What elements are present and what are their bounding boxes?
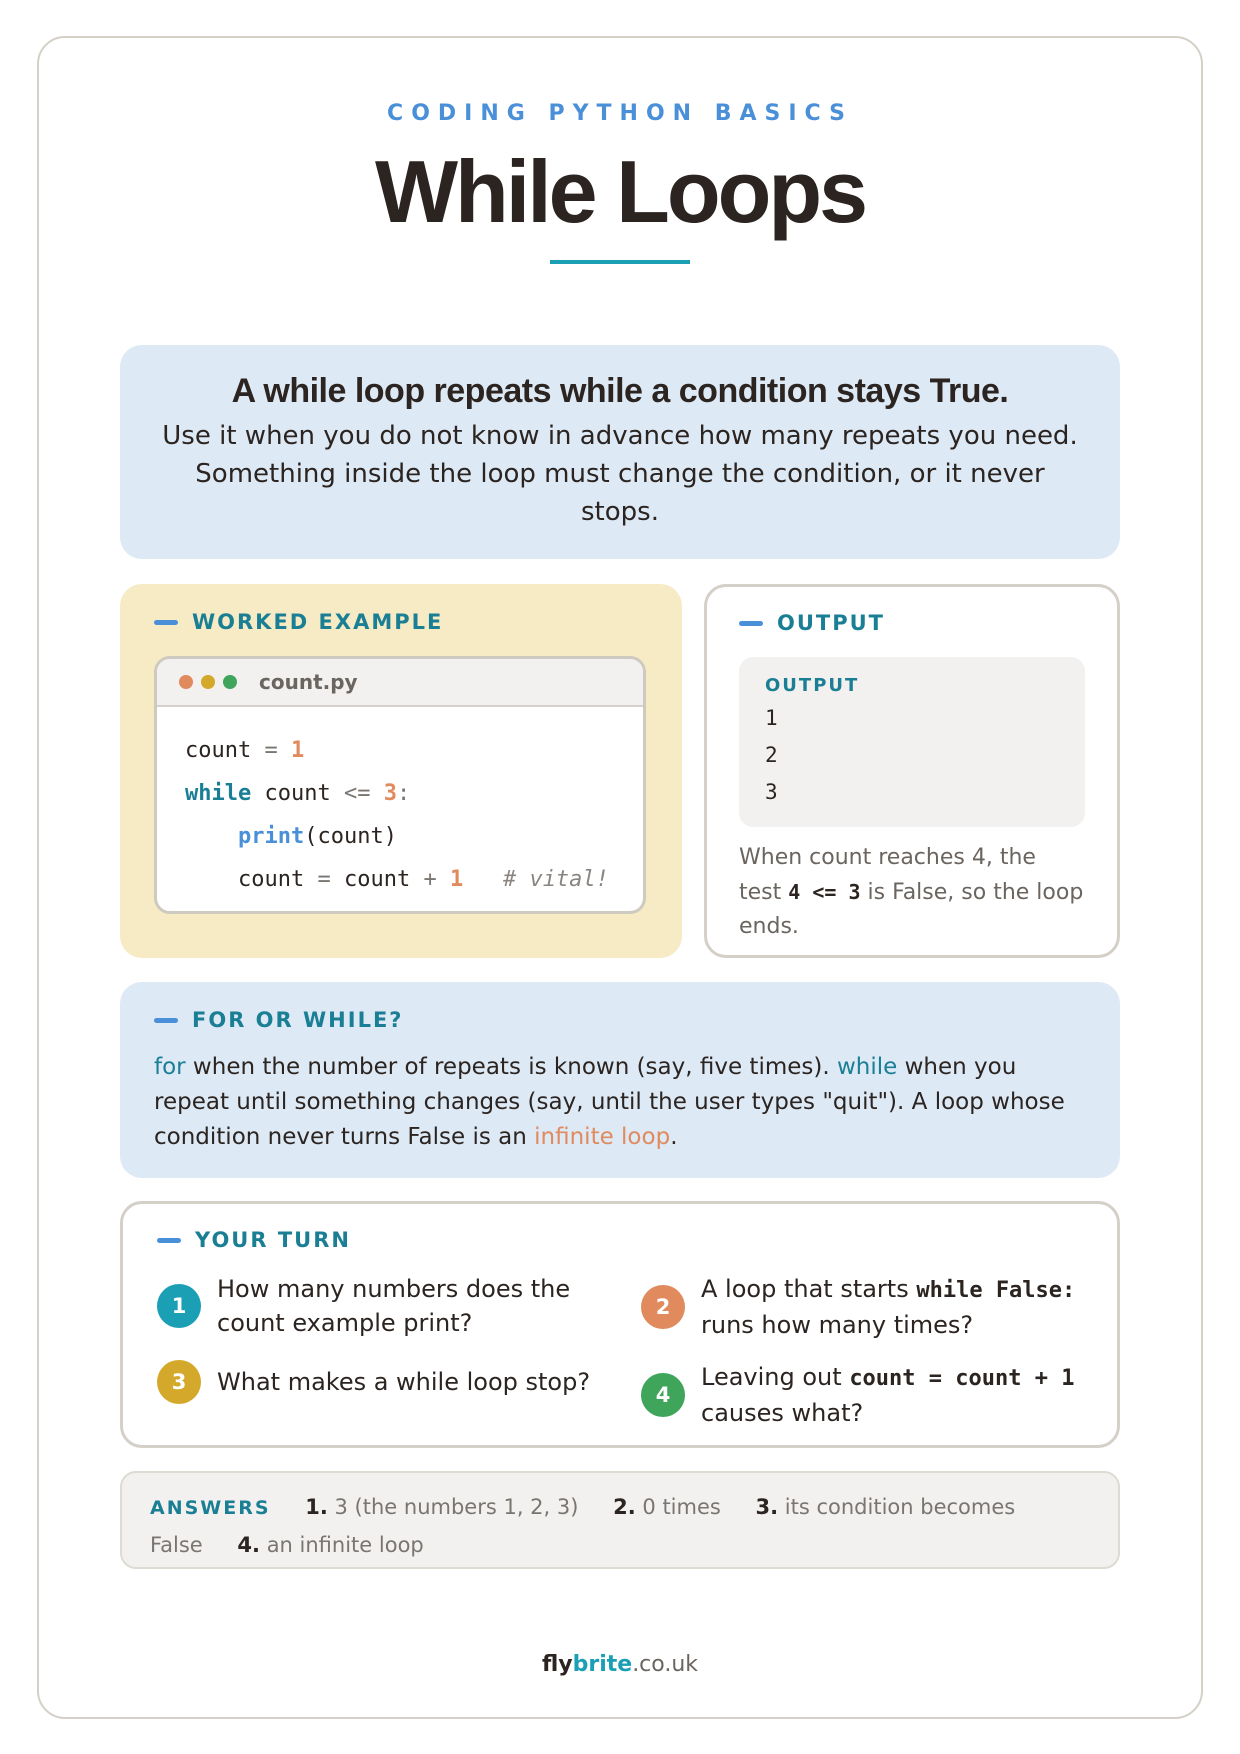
intro-panel [120, 345, 1120, 559]
question-number-badge: 2 [641, 1285, 685, 1329]
question-number-badge: 3 [157, 1360, 201, 1404]
window-dot-green-icon [223, 675, 237, 689]
question-number-badge: 4 [641, 1373, 685, 1417]
answers-panel [120, 1471, 1120, 1569]
output-console [739, 657, 1085, 827]
kicker: CODING PYTHON BASICS [387, 101, 853, 126]
output-console-label: OUTPUT [765, 675, 860, 696]
intro-heading: A while loop repeats while a condition stays True. [231, 372, 1009, 410]
section-dash [154, 1018, 178, 1023]
your-turn-panel [120, 1201, 1120, 1448]
section-dash [157, 1238, 181, 1243]
code-window-titlebar [157, 659, 643, 707]
code-line-1: count = 1 [185, 738, 305, 763]
question-item [641, 1360, 1081, 1430]
code-filename: count.py [259, 670, 358, 694]
question-text: What makes a while loop stop? [217, 1368, 591, 1396]
code-line-3: print(count) [237, 824, 397, 849]
your-turn-label: YOUR TURN [195, 1228, 351, 1252]
answer-item: 1. 3 (the numbers 1, 2, 3) [305, 1495, 579, 1519]
for-or-while-header [154, 1008, 1086, 1032]
question-text: Leaving out count = count + 1 causes what? [701, 1363, 1075, 1427]
code-line-4: count = count + 1 # vital! [237, 867, 609, 892]
question-grid [157, 1272, 1083, 1442]
for-or-while-panel [120, 982, 1120, 1178]
question-text: A loop that starts while False: runs how many times? [701, 1275, 1076, 1339]
code-body [157, 707, 643, 901]
for-or-while-label: FOR OR WHILE? [192, 1008, 404, 1032]
title-underline [550, 260, 690, 264]
code-window [154, 656, 646, 914]
worked-example-panel [120, 584, 682, 958]
worked-example-header [154, 610, 648, 634]
window-dot-yellow-icon [201, 675, 215, 689]
answer-item: 2. 0 times [613, 1495, 721, 1519]
window-dot-red-icon [179, 675, 193, 689]
output-label: OUTPUT [777, 611, 885, 635]
question-number-badge: 1 [157, 1284, 201, 1328]
question-item [157, 1360, 597, 1404]
question-item [641, 1272, 1081, 1342]
intro-body: Use it when you do not know in advance how many repeats you need. Something inside the loop must change the condition, or it never stops. [162, 421, 1078, 527]
question-item [157, 1272, 597, 1340]
output-line: 2 [765, 743, 778, 767]
output-panel [704, 584, 1120, 958]
section-dash [154, 620, 178, 625]
output-line: 1 [765, 706, 778, 730]
answer-item: 3. its condition becomes False [150, 1495, 1016, 1557]
worked-example-label: WORKED EXAMPLE [192, 610, 444, 634]
answer-item: 4. an infinite loop [237, 1533, 424, 1557]
output-note: When count reaches 4, the test 4 <= 3 is False, so the loop ends. [739, 845, 1084, 939]
question-text: How many numbers does the count example print? [217, 1275, 571, 1337]
code-line-2: while count <= 3: [185, 781, 411, 806]
answers-label: ANSWERS [150, 1497, 271, 1519]
for-or-while-text: for when the number of repeats is known (say, five times). while when you repeat until something changes (say, until the user types "quit"). A loop whose condition never turns False is an infinite loop. [154, 1054, 1065, 1150]
your-turn-header [157, 1228, 1083, 1252]
footer-brand: flybrite.co.uk [541, 1652, 699, 1677]
page-title: While Loops [374, 142, 866, 241]
section-dash [739, 621, 763, 626]
output-header [739, 611, 1085, 635]
output-line: 3 [765, 780, 778, 804]
